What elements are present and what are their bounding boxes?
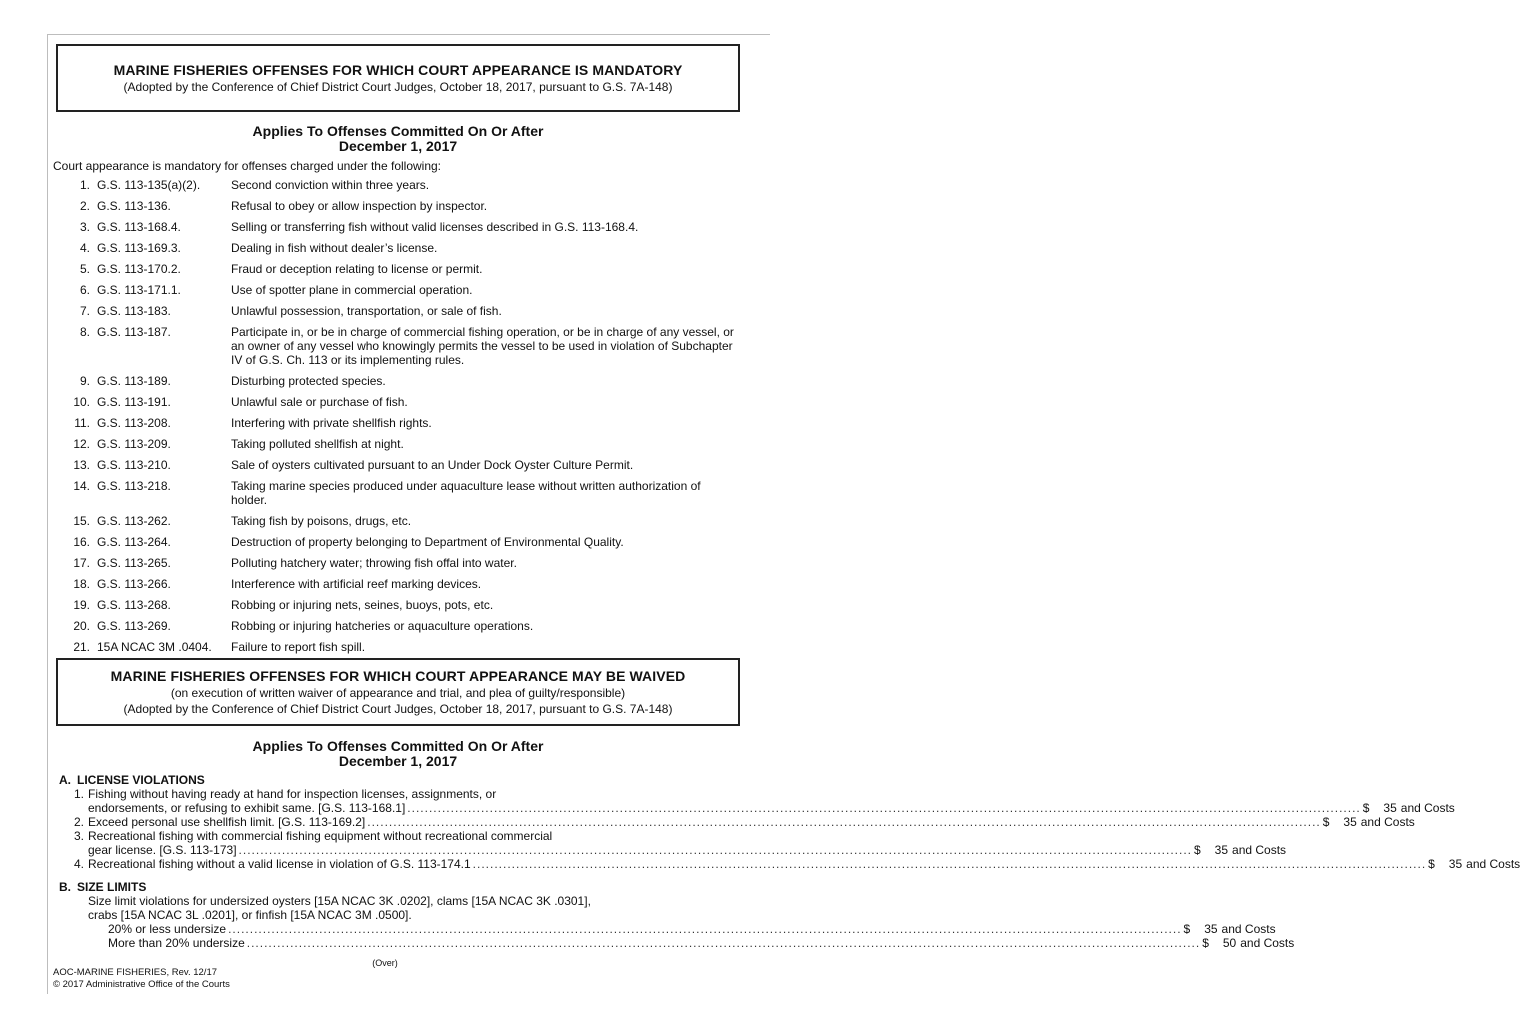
offense-row (53, 479, 743, 507)
fine-value: 50 (1222, 936, 1237, 950)
offense-description: Unlawful sale or purchase of fish. (231, 395, 408, 409)
waivable-adopted-note: (Adopted by the Conference of Chief District Court Judges, October 18, 2017, pursuant to G.S. 7A-148) (123, 702, 673, 716)
item-text: gear license. [G.S. 113-173] (88, 843, 237, 857)
offense-description: Taking fish by poisons, drugs, etc. (231, 514, 412, 528)
section-license-violations (53, 773, 1520, 871)
page-frame-top-rule (47, 34, 770, 35)
fine-currency: $ (1362, 801, 1370, 815)
license-violation-item (53, 829, 1287, 857)
offense-statute: G.S. 113-191. (97, 395, 171, 409)
copyright-note: © 2017 Administrative Office of the Courts (53, 979, 230, 990)
offense-statute: G.S. 113-189. (97, 374, 171, 388)
size-limit-item (53, 922, 1276, 936)
offense-description: Taking marine species produced under aquaculture lease without written authorization of holder. (231, 479, 701, 507)
offense-statute: 15A NCAC 3M .0404. (97, 640, 212, 654)
offense-statute: G.S. 113-264. (97, 535, 171, 549)
item-body (88, 829, 1287, 857)
fine-amount (1183, 922, 1276, 936)
section-b-title: SIZE LIMITS (77, 880, 147, 894)
offense-row (53, 619, 743, 633)
mandatory-header-box (56, 44, 740, 112)
fine-amount (1322, 815, 1415, 829)
mandatory-applies-line1: Applies To Offenses Committed On Or After (252, 123, 544, 139)
section-b-heading (53, 880, 743, 894)
section-a-letter: A. (59, 773, 71, 787)
offense-row (53, 241, 743, 255)
fine-currency: $ (1202, 936, 1209, 950)
offense-number: 9. (79, 374, 90, 388)
fine-value: 35 (1204, 922, 1218, 936)
offense-number: 10. (73, 395, 90, 409)
offense-statute: G.S. 113-170.2. (97, 262, 181, 276)
offense-row (53, 199, 743, 213)
offense-row (53, 262, 743, 276)
offense-description: Sale of oysters cultivated pursuant to an Under Dock Oyster Culture Permit. (231, 458, 634, 472)
offense-description: Interference with artificial reef marking devices. (231, 577, 482, 591)
offense-number: 18. (73, 577, 90, 591)
offense-statute: G.S. 113-183. (97, 304, 171, 318)
fine-suffix: and Costs (1466, 857, 1520, 871)
offense-description: Second conviction within three years. (231, 178, 430, 192)
offense-statute: G.S. 113-209. (97, 437, 171, 451)
offense-statute: G.S. 113-218. (97, 479, 171, 493)
item-number: 2. (73, 815, 84, 829)
fine-value: 35 (1383, 801, 1397, 815)
offense-row (53, 178, 743, 192)
offense-number: 21. (73, 640, 90, 654)
fine-currency: $ (1194, 843, 1201, 857)
offense-number: 5. (79, 262, 90, 276)
offense-row (53, 535, 743, 549)
item-body (88, 857, 1520, 871)
offense-row (53, 598, 743, 612)
dot-leader: ............................................................................................................................................................................................................................ (367, 815, 1321, 829)
item-fine-line (88, 857, 1520, 871)
offense-description: Use of spotter plane in commercial operation. (231, 283, 473, 297)
offense-number: 15. (73, 514, 90, 528)
offense-row (53, 374, 743, 388)
offense-row (53, 395, 743, 409)
fine-value: 35 (1448, 857, 1463, 871)
item-body (88, 787, 1455, 815)
waivable-applies-line2: December 1, 2017 (338, 753, 458, 769)
form-id: AOC-MARINE FISHERIES, Rev. 12/17 (53, 967, 218, 978)
section-size-limits (53, 880, 1295, 950)
offense-description: Participate in, or be in charge of commercial fishing operation, or be in charge of any vessel, or an owner of any vessel who knowingly permits the vessel to be used in violation of Subchapter IV of G.S. Ch. 113 or its implementing rules. (231, 325, 734, 367)
offense-description: Interfering with private shellfish rights. (231, 416, 432, 430)
offense-number: 8. (79, 325, 90, 339)
license-violation-item (53, 787, 1455, 815)
fine-suffix: and Costs (1400, 801, 1455, 815)
offense-statute: G.S. 113-262. (97, 514, 171, 528)
offense-statute: G.S. 113-268. (97, 598, 171, 612)
fine-value: 35 (1343, 815, 1357, 829)
item-number: 4. (73, 857, 84, 871)
offense-row (53, 283, 743, 297)
fine-suffix: and Costs (1360, 815, 1415, 829)
section-a-item-list (53, 787, 1520, 871)
fine-currency: $ (1322, 815, 1330, 829)
item-fine-line (88, 815, 1415, 829)
offense-number: 2. (79, 199, 90, 213)
item-text: 20% or less undersize (108, 922, 227, 936)
offense-description: Taking polluted shellfish at night. (231, 437, 404, 451)
offense-row (53, 514, 743, 528)
fine-amount (1428, 857, 1520, 871)
waivable-waiver-note: (on execution of written waiver of appearance and trial, and plea of guilty/responsible) (170, 686, 626, 700)
offense-number: 12. (73, 437, 90, 451)
offense-description: Disturbing protected species. (231, 374, 386, 388)
dot-leader: ............................................................................................................................................................................................................................ (472, 857, 1427, 871)
offense-row (53, 325, 743, 367)
offense-row (53, 556, 743, 570)
item-text: More than 20% undersize (108, 936, 245, 950)
section-a-title: LICENSE VIOLATIONS (77, 773, 205, 787)
offense-description: Refusal to obey or allow inspection by inspector. (231, 199, 488, 213)
section-b-description-line2: crabs [15A NCAC 3L .0201], or finfish [15A NCAC 3M .0500]. (88, 908, 412, 922)
page-frame-left-rule (47, 34, 48, 994)
offense-description: Robbing or injuring nets, seines, buoys, pots, etc. (231, 598, 494, 612)
form-footer (53, 967, 230, 991)
offense-statute: G.S. 113-208. (97, 416, 171, 430)
offense-statute: G.S. 113-168.4. (97, 220, 181, 234)
fine-amount (1362, 801, 1455, 815)
offense-row (53, 577, 743, 591)
mandatory-intro: Court appearance is mandatory for offenses charged under the following: (53, 159, 442, 173)
fine-suffix: and Costs (1221, 922, 1276, 936)
dot-leader: ............................................................................................................................................................................................................................ (238, 843, 1193, 857)
section-b-description-line1: Size limit violations for undersized oysters [15A NCAC 3K .0202], clams [15A NCAC 3K .0301], (88, 894, 591, 908)
offense-description: Dealing in fish without dealer’s license. (231, 241, 438, 255)
offense-number: 11. (74, 416, 90, 430)
offense-statute: G.S. 113-135(a)(2). (97, 178, 201, 192)
offense-description: Selling or transferring fish without valid licenses described in G.S. 113-168.4. (231, 220, 639, 234)
mandatory-applies-heading (56, 124, 740, 154)
section-a-heading (53, 773, 743, 787)
item-text: Recreational fishing without a valid license in violation of G.S. 113-174.1 (88, 857, 471, 871)
fine-suffix: and Costs (1240, 936, 1295, 950)
mandatory-title: MARINE FISHERIES OFFENSES FOR WHICH COURT APPEARANCE IS MANDATORY (113, 62, 683, 78)
fine-amount (1202, 936, 1295, 950)
item-fine-line (88, 801, 1455, 815)
offense-row (53, 220, 743, 234)
offense-number: 16. (73, 535, 90, 549)
fine-currency: $ (1183, 922, 1191, 936)
item-number: 1. (73, 787, 84, 801)
offense-row (53, 304, 743, 318)
offense-row (53, 458, 743, 472)
offense-description: Destruction of property belonging to Department of Environmental Quality. (231, 535, 624, 549)
offense-description: Unlawful possession, transportation, or sale of fish. (231, 304, 502, 318)
offense-number: 3. (79, 220, 90, 234)
offense-number: 14. (73, 479, 90, 493)
section-b-letter: B. (59, 880, 71, 894)
mandatory-offense-list (53, 178, 743, 661)
waivable-header-box (56, 658, 740, 726)
item-number: 3. (73, 829, 84, 843)
waivable-applies-heading (56, 739, 740, 769)
offense-description: Robbing or injuring hatcheries or aquaculture operations. (231, 619, 534, 633)
waivable-title: MARINE FISHERIES OFFENSES FOR WHICH COURT APPEARANCE MAY BE WAIVED (110, 668, 686, 684)
license-violation-item (53, 857, 1520, 871)
offense-number: 6. (79, 283, 90, 297)
offense-number: 7. (79, 304, 90, 318)
offense-statute: G.S. 113-265. (97, 556, 171, 570)
fine-suffix: and Costs (1232, 843, 1287, 857)
waivable-applies-line1: Applies To Offenses Committed On Or After (252, 738, 544, 754)
item-text: endorsements, or refusing to exhibit same. [G.S. 113-168.1] (88, 801, 406, 815)
offense-number: 1. (79, 178, 90, 192)
dot-leader: ............................................................................................................................................................................................................................ (228, 922, 1182, 936)
offense-row (53, 640, 743, 654)
offense-row (53, 416, 743, 430)
offense-statute: G.S. 113-210. (97, 458, 171, 472)
item-fine-line (88, 843, 1287, 857)
offense-statute: G.S. 113-136. (97, 199, 171, 213)
offense-statute: G.S. 113-169.3. (97, 241, 181, 255)
size-limit-item (53, 936, 1295, 950)
fine-currency: $ (1428, 857, 1435, 871)
offense-number: 17. (73, 556, 90, 570)
offense-statute: G.S. 113-187. (97, 325, 171, 339)
offense-description: Fraud or deception relating to license or permit. (231, 262, 483, 276)
offense-number: 19. (73, 598, 90, 612)
fine-value: 35 (1214, 843, 1229, 857)
offense-statute: G.S. 113-171.1. (97, 283, 181, 297)
item-text-line1: Fishing without having ready at hand for inspection licenses, assignments, or (88, 787, 497, 801)
license-violation-item (53, 815, 1415, 829)
item-text-line1: Recreational fishing with commercial fishing equipment without recreational commercial (88, 829, 553, 843)
offense-number: 20. (73, 619, 90, 633)
item-body (88, 815, 1415, 829)
mandatory-adopted-note: (Adopted by the Conference of Chief District Court Judges, October 18, 2017, pursuant to G.S. 7A-148) (123, 80, 673, 94)
section-b-item-list (53, 922, 1295, 950)
over-note: (Over) (372, 958, 398, 968)
dot-leader: ............................................................................................................................................................................................................................ (407, 801, 1361, 815)
offense-row (53, 437, 743, 451)
offense-number: 4. (79, 241, 90, 255)
offense-description: Failure to report fish spill. (231, 640, 366, 654)
fine-amount (1194, 843, 1287, 857)
dot-leader: ............................................................................................................................................................................................................................ (246, 936, 1201, 950)
offense-statute: G.S. 113-269. (97, 619, 171, 633)
offense-statute: G.S. 113-266. (97, 577, 171, 591)
offense-number: 13. (73, 458, 90, 472)
item-text: Exceed personal use shellfish limit. [G.S. 113-169.2] (88, 815, 366, 829)
mandatory-applies-line2: December 1, 2017 (338, 138, 458, 154)
offense-description: Polluting hatchery water; throwing fish offal into water. (231, 556, 517, 570)
